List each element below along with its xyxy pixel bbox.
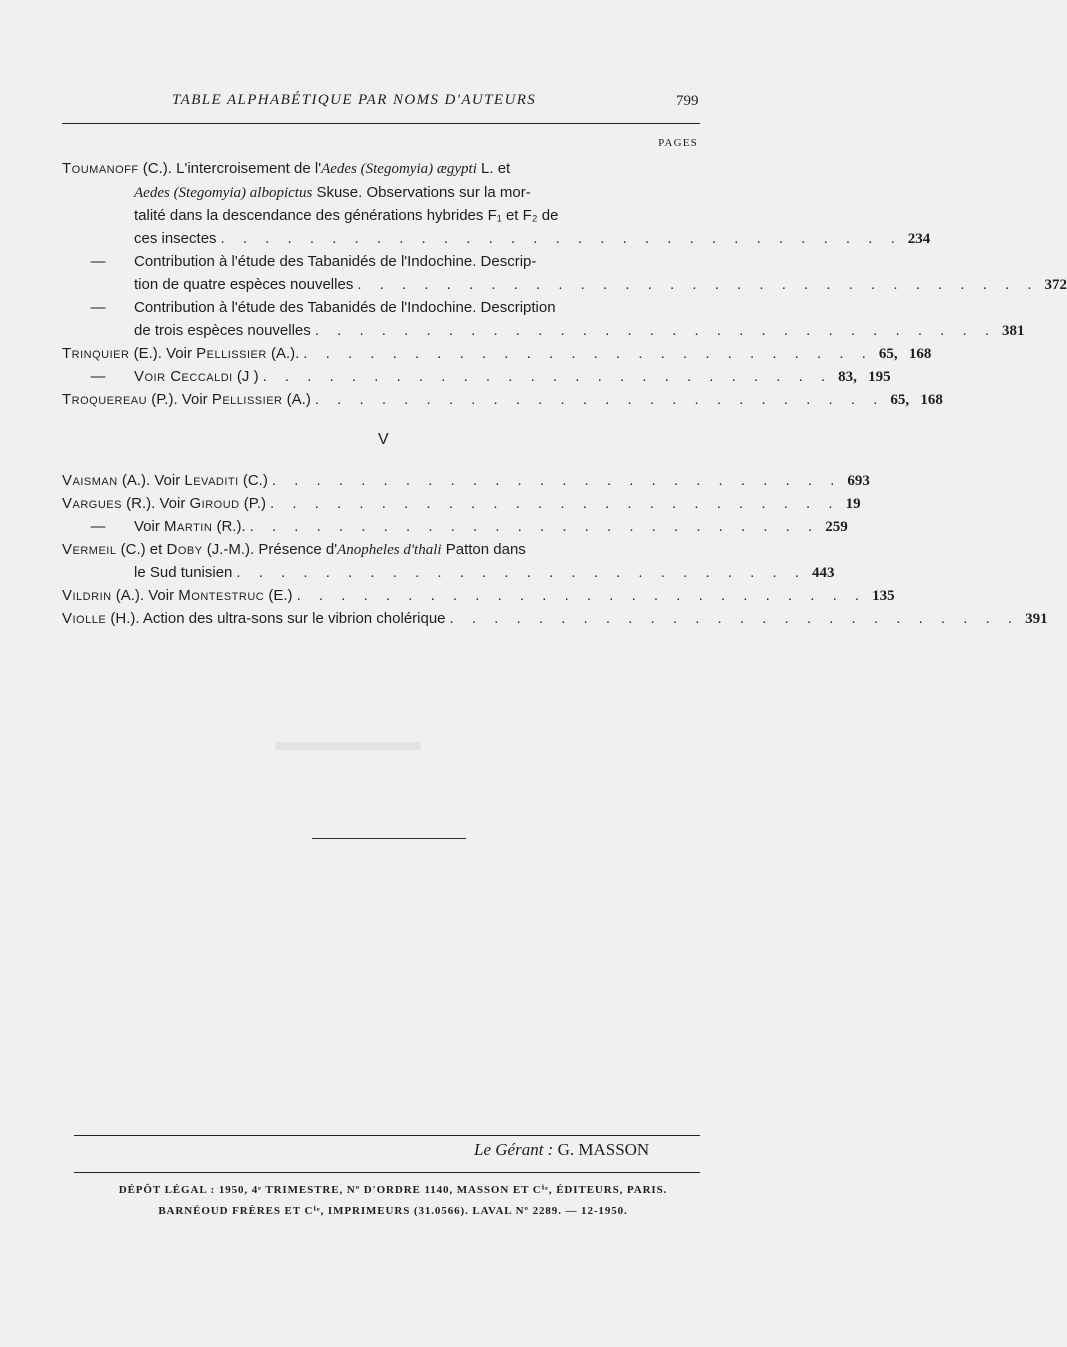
- index-line: — Voir Ceccaldi (J ) . . . . . . . . . . . . . . . . . . . . . . . . . . 83, 195: [134, 366, 698, 388]
- author-name: Vermeil: [62, 541, 117, 558]
- dot-leader: . . . . . . . . . . . . . . . . . . . . . . . . . .: [449, 610, 1020, 627]
- section-end-rule: [312, 838, 466, 839]
- index-line: — Voir Martin (R.). . . . . . . . . . . . . . . . . . . . . . . . . . . 259: [134, 516, 698, 538]
- dot-leader: . . . . . . . . . . . . . . . . . . . . . . . . . .: [262, 368, 833, 385]
- index-line: le Sud tunisien . . . . . . . . . . . . . . . . . . . . . . . . . . 443: [134, 562, 698, 584]
- dot-leader: . . . . . . . . . . . . . . . . . . . . . . . . . .: [249, 518, 820, 535]
- page-ref: 259: [825, 519, 848, 535]
- page-ref: 372: [1044, 277, 1067, 293]
- index-line: Vildrin (A.). Voir Montestruc (E.) . . . . . . . . . . . . . . . . . . . . . . . . . . 135: [62, 585, 698, 607]
- index-line: Aedes (Stegomyia) albopictus Skuse. Observations sur la mor-: [134, 184, 531, 201]
- index-line: Toumanoff (C.). L'intercroisement de l'Aedes (Stegomyia) ægypti L. et: [62, 160, 511, 177]
- footer-rule-bottom: [74, 1172, 700, 1173]
- index-line: Vaisman (A.). Voir Levaditi (C.) . . . . . . . . . . . . . . . . . . . . . . . . . . 693: [62, 470, 698, 492]
- dot-leader: . . . . . . . . . . . . . . . . . . . . . . . . . .: [270, 495, 840, 512]
- running-header: [0, 92, 800, 114]
- author-name: Violle: [62, 610, 107, 627]
- paper-stain: [275, 742, 421, 750]
- index-line: — Contribution à l'étude des Tabanidés de l'Indochine. Descrip-: [134, 251, 698, 273]
- author-name: Vaisman: [62, 472, 118, 489]
- index-line: de trois espèces nouvelles . . . . . . . . . . . . . . . . . . . . . . . . . . . . . . . 381: [134, 320, 698, 342]
- dot-leader: . . . . . . . . . . . . . . . . . . . . . . . . . . . . . . .: [314, 322, 996, 339]
- page-number: 799: [676, 93, 699, 109]
- page-ref: 19: [845, 496, 861, 512]
- section-letter: V: [378, 431, 389, 448]
- imprint-line-2: BARNÉOUD FRÈRES ET Cⁱᵉ, IMPRIMEURS (31.0566). LAVAL Nº 2289. — 12-1950.: [158, 1205, 628, 1217]
- dot-leader: . . . . . . . . . . . . . . . . . . . . . . . . . .: [303, 345, 873, 362]
- author-name: Toumanoff: [62, 160, 139, 177]
- dot-leader: . . . . . . . . . . . . . . . . . . . . . . . . . .: [236, 564, 806, 581]
- gerant-line: [474, 1140, 649, 1160]
- ditto-dash: —: [90, 518, 106, 535]
- index-line: talité dans la descendance des générations hybrides F₁ et F₂ de: [134, 207, 559, 224]
- imprint-line-1: DÉPÔT LÉGAL : 1950, 4ᵉ TRIMESTRE, Nº D'ORDRE 1140, MASSON ET Cⁱᵉ, ÉDITEURS, PARIS.: [118, 1184, 668, 1196]
- index-line: Troquereau (P.). Voir Pellissier (A.) . . . . . . . . . . . . . . . . . . . . . . . . . . 65, 168: [62, 389, 698, 411]
- page-ref: 443: [811, 565, 835, 581]
- page-title: TABLE ALPHABÉTIQUE PAR NOMS D'AUTEURS: [172, 92, 537, 108]
- dot-leader: . . . . . . . . . . . . . . . . . . . . . . . . . . . . . . .: [220, 230, 902, 247]
- page-ref: 234: [907, 231, 931, 247]
- ditto-dash: —: [90, 368, 106, 385]
- author-name: Vildrin: [62, 587, 112, 604]
- dot-leader: . . . . . . . . . . . . . . . . . . . . . . . . . .: [314, 391, 885, 408]
- gerant-name: G. MASSON: [557, 1140, 650, 1159]
- ditto-dash: —: [90, 253, 106, 270]
- author-name: Trinquier: [62, 345, 130, 362]
- dot-leader: . . . . . . . . . . . . . . . . . . . . . . . . . .: [271, 472, 842, 489]
- author-name: Troquereau: [62, 391, 148, 408]
- dot-leader: . . . . . . . . . . . . . . . . . . . . . . . . . . . . . . .: [357, 276, 1039, 293]
- dot-leader: . . . . . . . . . . . . . . . . . . . . . . . . . .: [296, 587, 867, 604]
- header-rule: [62, 123, 700, 124]
- index-line: ces insectes . . . . . . . . . . . . . . . . . . . . . . . . . . . . . . . 234: [134, 228, 698, 250]
- author-name: Vargues: [62, 495, 122, 512]
- page-ref: 65, 168: [878, 346, 932, 362]
- index-line: tion de quatre espèces nouvelles . . . . . . . . . . . . . . . . . . . . . . . . . . . . . . . 372: [134, 274, 698, 296]
- page-ref: 135: [872, 588, 895, 604]
- index-line: Vargues (R.). Voir Giroud (P.) . . . . . . . . . . . . . . . . . . . . . . . . . . 19: [62, 493, 698, 515]
- gerant-label: Le Gérant :: [474, 1140, 554, 1159]
- page-ref: 65, 168: [890, 392, 943, 408]
- index-line: Vermeil (C.) et Doby (J.-M.). Présence d'Anopheles d'thali Patton dans: [62, 541, 526, 558]
- footer-rule-top: [74, 1135, 700, 1136]
- page-ref: 381: [1002, 323, 1025, 339]
- page-ref: 693: [847, 473, 870, 489]
- ditto-dash: —: [90, 299, 106, 316]
- page-ref: 83, 195: [838, 369, 891, 385]
- index-line: — Contribution à l'étude des Tabanidés de l'Indochine. Description: [134, 297, 698, 319]
- index-line: Trinquier (E.). Voir Pellissier (A.). . . . . . . . . . . . . . . . . . . . . . . . . . . 65, 168: [62, 343, 698, 365]
- page-ref: 391: [1025, 611, 1048, 627]
- pages-column-label: PAGES: [658, 137, 698, 149]
- index-line: Violle (H.). Action des ultra-sons sur le vibrion cholérique . . . . . . . . . . . . . . . . . . . . . . . . . . 391: [62, 608, 698, 630]
